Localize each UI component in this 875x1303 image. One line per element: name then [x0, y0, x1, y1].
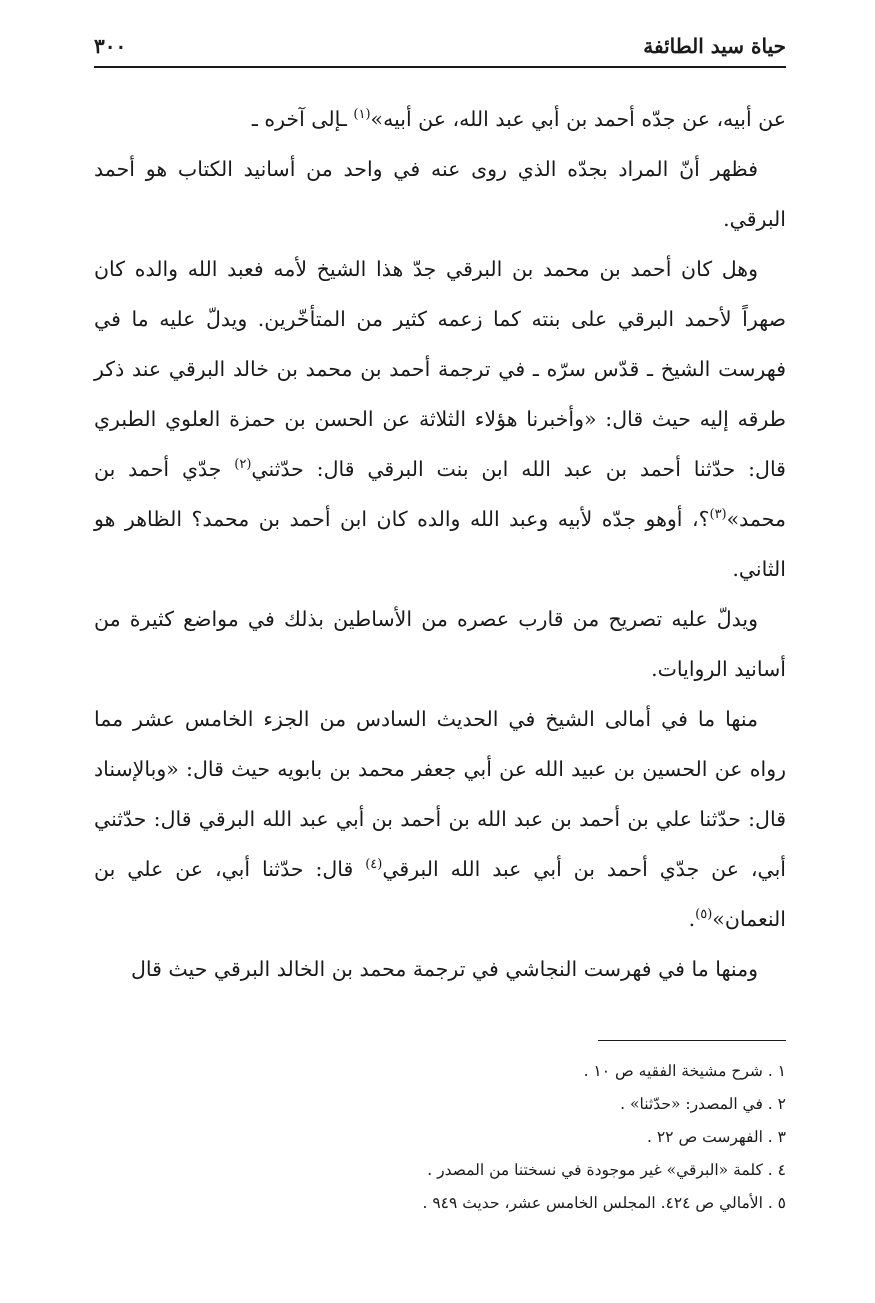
paragraph-text: ؟، أوهو جدّه لأبيه وعبد الله والده كان ابن أحمد بن محمد؟ الظاهر هو الثاني. [94, 507, 786, 581]
paragraph-text: ومنها ما في فهرست النجاشي في ترجمة محمد بن الخالد البرقي حيث قال [130, 957, 758, 981]
paragraph-text: ـإلى آخره ـ [251, 107, 354, 131]
paragraph-text: فظهر أنّ المراد بجدّه الذي روى عنه في واحد من أسانيد الكتاب هو أحمد البرقي. [94, 157, 786, 231]
footnote-separator [598, 1040, 786, 1041]
footnote-3: ٣ . الفهرست ص ٢٢ . [647, 1128, 786, 1146]
footnote-ref-5: (٥) [695, 907, 713, 923]
paragraph-1 [94, 94, 786, 144]
footnote-ref-1: (١) [353, 107, 371, 123]
paragraph-text: وهل كان أحمد بن محمد بن البرقي جدّ هذا الشيخ لأمه فعبد الله والده كان صهراً لأحمد البرقي على بنته كما زعمه كثير من المتأخّرين. ويدلّ عليه ما في فهرست الشيخ ـ قدّس سرّه ـ في ترجمة أحمد بن محمد بن خالد البرقي عند ذكر طرقه إليه حيث قال: «وأخبرنا هؤلاء الثلاثة عن الحسن بن حمزة العلوي الطبري قال: حدّثنا أحمد بن عبد الله ابن بنت البرقي قال: حدّثني [94, 257, 786, 481]
paragraph-text: . [688, 907, 696, 931]
paragraph-2 [94, 144, 786, 244]
paragraph-6 [94, 944, 786, 994]
paragraph-3 [94, 244, 786, 594]
footnote-5: ٥ . الأمالي ص ٤٢٤. المجلس الخامس عشر، حديث ٩٤٩ . [422, 1194, 786, 1212]
paragraph-text: منها ما في أمالى الشيخ في الحديث السادس من الجزء الخامس عشر مما رواه عن الحسين بن عبيد الله عن أبي جعفر محمد بن بابويه حيث قال: «وبالإسناد قال: حدّثنا علي بن أحمد بن عبد الله بن أحمد بن أبي عبد الله البرقي قال: حدّثني أبي، عن جدّي أحمد بن أبي عبد الله البرقي [94, 707, 786, 881]
book-title: حياة سيد الطائفة [643, 34, 786, 58]
paragraph-text: ويدلّ عليه تصريح من قارب عصره من الأساطين بذلك في مواضع كثيرة من أسانيد الروايات. [94, 607, 786, 681]
paragraph-4 [94, 594, 786, 694]
paragraph-text: جدّي أحمد بن محمد» [94, 457, 786, 531]
footnote-ref-4: (٤) [365, 857, 383, 873]
footnote-ref-3: (٣) [709, 507, 727, 523]
paragraph-text: قال: حدّثنا أبي، عن علي بن النعمان» [94, 857, 786, 931]
book-page [94, 28, 786, 1268]
footnote-ref-2: (٢) [234, 457, 252, 473]
body-text [94, 94, 786, 994]
page-number: ٣٠٠ [94, 34, 127, 58]
footnote-1: ١ . شرح مشيخة الفقيه ص ١٠ . [583, 1062, 786, 1080]
paragraph-5 [94, 694, 786, 944]
footnote-4: ٤ . كلمة «البرقي» غير موجودة في نسختنا من المصدر . [427, 1161, 786, 1179]
footnote-2: ٢ . في المصدر: «حدّثنا» . [620, 1095, 786, 1113]
running-header [94, 28, 786, 68]
footnotes [94, 1055, 786, 1220]
paragraph-text: عن أبيه، عن جدّه أحمد بن أبي عبد الله، عن أبيه» [370, 107, 786, 131]
